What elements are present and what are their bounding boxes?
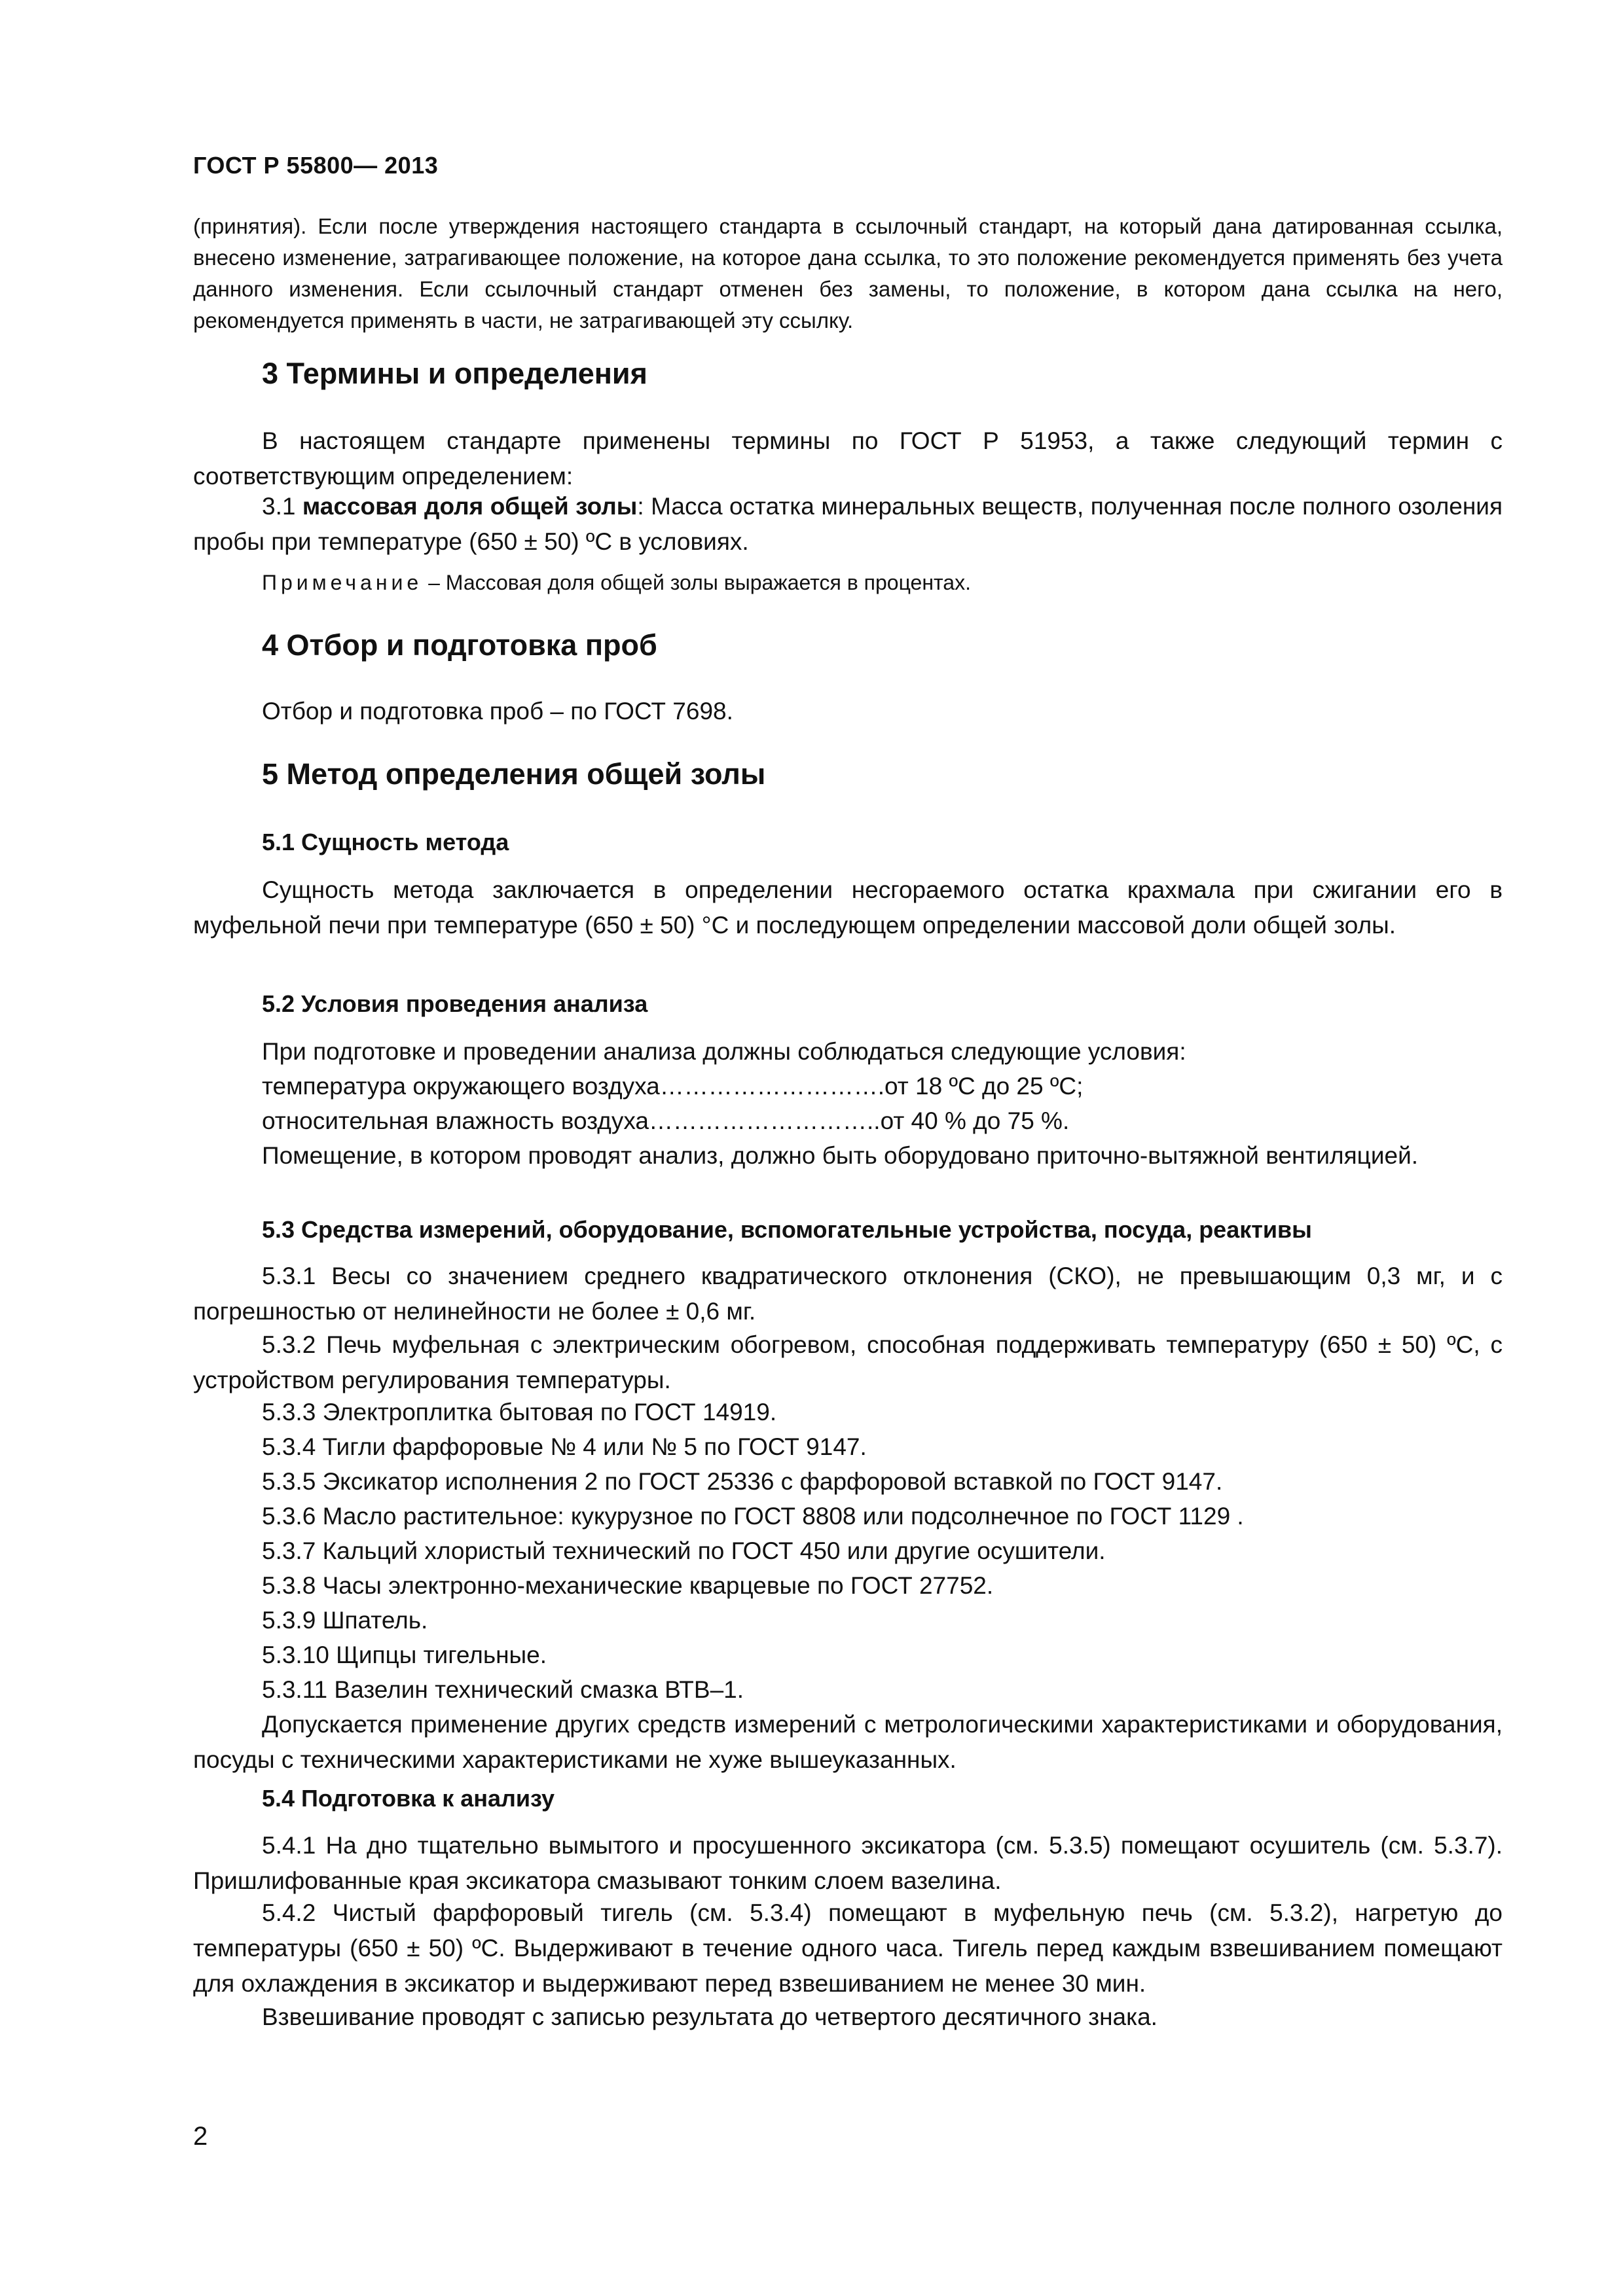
item-5-3-10: 5.3.10 Щипцы тигельные. xyxy=(262,1641,547,1668)
term-number: 3.1 xyxy=(262,493,302,520)
lead-paragraph: (принятия). Если после утверждения настоящего стандарта в ссылочный стандарт, на который дана датированная ссылка, внесено изменение, затрагивающее положение, на которое дана ссылка, то это положение рекомендуется применять без учета данного изменения. Если ссылочный стандарт отменен без замены, то положение, в котором дана ссылка на него, рекомендуется применять в части, не затрагивающей эту ссылку. xyxy=(193,214,1503,332)
item-5-3-11: 5.3.11 Вазелин технический смазка ВТВ–1. xyxy=(262,1676,744,1703)
subsection-5-1-title: 5.1 Сущность метода xyxy=(262,829,509,855)
item-5-3-6: 5.3.6 Масло растительное: кукурузное по ГОСТ 8808 или подсолнечное по ГОСТ 1129 . xyxy=(262,1503,1244,1530)
item-5-3-7: 5.3.7 Кальций хлористый технический по ГОСТ 450 или другие осушители. xyxy=(262,1537,1106,1564)
page-number: 2 xyxy=(193,2122,208,2151)
item-5-3-8: 5.3.8 Часы электронно-механические кварцевые по ГОСТ 27752. xyxy=(262,1572,994,1599)
term-definition: : Масса остатка минеральных веществ, полученная после полного озоления пробы при температуре (650 ± 50) ºС в условиях. xyxy=(193,493,1503,555)
condition-temperature: температура окружающего воздуха……………………….от 18 ºС до 25 ºС; xyxy=(262,1073,1084,1100)
note-label: Примечание xyxy=(262,571,423,594)
section-3-title: 3 Термины и определения xyxy=(262,357,647,390)
term-name: массовая доля общей золы xyxy=(302,493,638,520)
subsection-5-3-title: 5.3 Средства измерений, оборудование, вспомогательные устройства, посуда, реактивы xyxy=(262,1216,1312,1243)
subsection-5-2-title: 5.2 Условия проведения анализа xyxy=(262,990,648,1017)
subsection-5-4-title: 5.4 Подготовка к анализу xyxy=(262,1785,555,1812)
section-3-intro: В настоящем стандарте применены термины по ГОСТ Р 51953, а также следующий термин с соответствующим определением: xyxy=(193,427,1503,490)
weighing-note: Взвешивание проводят с записью результата до четвертого десятичного знака. xyxy=(262,2003,1158,2030)
condition-humidity: относительная влажность воздуха………………………..от 40 % до 75 %. xyxy=(262,1107,1070,1134)
item-5-3-3: 5.3.3 Электроплитка бытовая по ГОСТ 14919. xyxy=(262,1399,777,1426)
item-5-3-5: 5.3.5 Эксикатор исполнения 2 по ГОСТ 25336 с фарфоровой вставкой по ГОСТ 9147. xyxy=(262,1468,1223,1495)
item-5-3-4: 5.3.4 Тигли фарфоровые № 4 или № 5 по ГОСТ 9147. xyxy=(262,1433,867,1460)
subsection-5-1-text: Сущность метода заключается в определении несгораемого остатка крахмала при сжигании его в муфельной печи при температуре (650 ± 50) °С и последующем определении массовой доли общей золы. xyxy=(193,876,1503,939)
note-text: – Массовая доля общей золы выражается в процентах. xyxy=(422,571,971,594)
term-3-1 xyxy=(193,489,1503,560)
equipment-allowance: Допускается применение других средств измерений с метрологическими характеристиками и оборудования, посуды с техническими характеристиками не хуже вышеуказанных. xyxy=(193,1711,1503,1773)
item-5-3-1: 5.3.1 Весы со значением среднего квадратического отклонения (СКО), не превышающим 0,3 мг, и с погрешностью от нелинейности не более ± 0,6 мг. xyxy=(193,1263,1503,1325)
section-5-title: 5 Метод определения общей золы xyxy=(262,757,766,791)
room-requirement: Помещение, в котором проводят анализ, должно быть оборудовано приточно-вытяжной вентиляцией. xyxy=(262,1142,1419,1169)
section-4-text: Отбор и подготовка проб – по ГОСТ 7698. xyxy=(262,698,733,725)
conditions-intro: При подготовке и проведении анализа должны соблюдаться следующие условия: xyxy=(262,1038,1186,1065)
note xyxy=(262,571,971,595)
item-5-4-1: 5.4.1 На дно тщательно вымытого и просушенного эксикатора (см. 5.3.5) помещают осушитель (см. 5.3.7). Пришлифованные края эксикатора смазывают тонким слоем вазелина. xyxy=(193,1832,1503,1894)
item-5-3-2: 5.3.2 Печь муфельная с электрическим обогревом, способная поддерживать температуру (650 ± 50) ºС, с устройством регулирования температуры. xyxy=(193,1331,1503,1393)
document-header: ГОСТ Р 55800— 2013 xyxy=(193,152,439,179)
item-5-3-9: 5.3.9 Шпатель. xyxy=(262,1607,428,1634)
item-5-4-2: 5.4.2 Чистый фарфоровый тигель (см. 5.3.4) помещают в муфельную печь (см. 5.3.2), нагретую до температуры (650 ± 50) ºС. Выдерживают в течение одного часа. Тигель перед каждым взвешиванием помещают для охлаждения в эксикатор и выдерживают перед взвешиванием не менее 30 мин. xyxy=(193,1899,1503,1997)
section-4-title: 4 Отбор и подготовка проб xyxy=(262,628,657,662)
